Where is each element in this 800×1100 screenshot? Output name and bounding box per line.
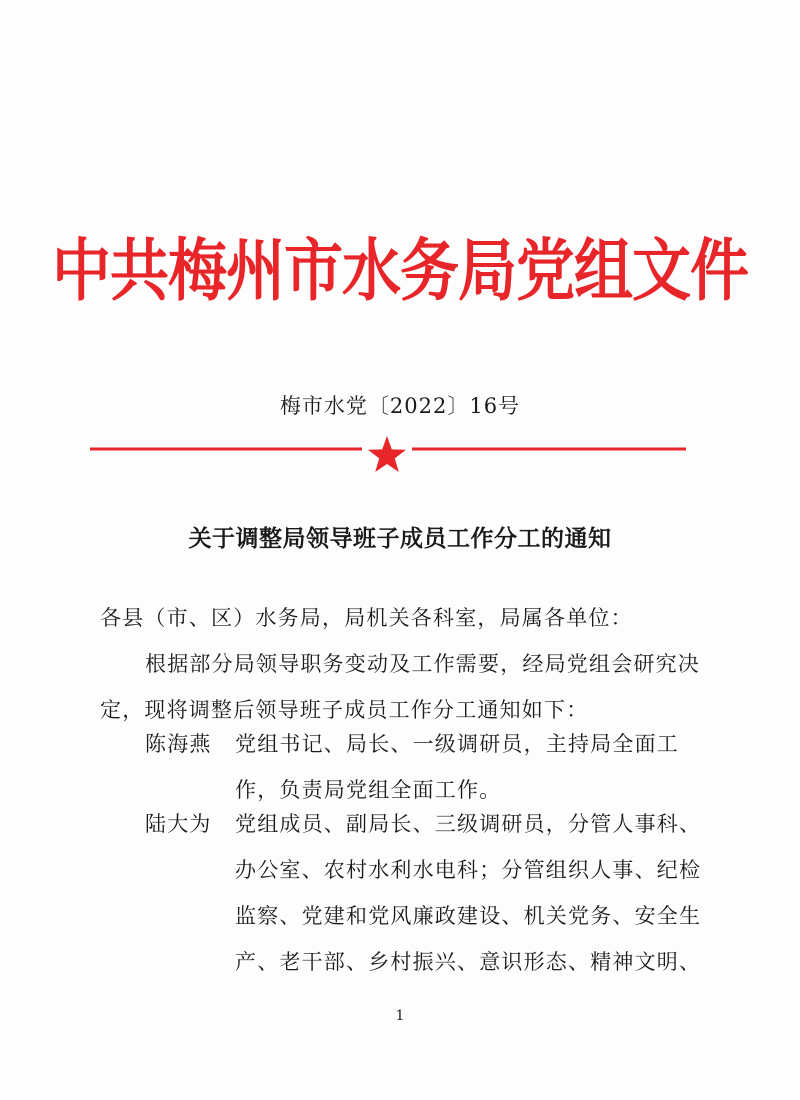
document-header-title: 中共梅州市水务局党组文件 [51, 230, 748, 311]
leader-duties: 党组成员、副局长、三级调研员，分管人事科、办公室、农村水利水电科；分管组织人事、纪检监察、党建和党风廉政建设、机关党务、安全生产、老干部、乡村振兴、意识形态、精神文明、 [235, 812, 702, 974]
duty-entry [145, 721, 705, 813]
leader-name: 陆大为 [145, 812, 212, 836]
document-number: 梅市水党〔2022〕16号 [279, 394, 521, 418]
page-number: 1 [395, 1008, 405, 1024]
document-title: 关于调整局领导班子成员工作分工的通知 [188, 526, 612, 552]
leader-duties: 党组书记、局长、一级调研员，主持局全面工作，负责局党组全面工作。 [235, 732, 679, 802]
red-divider-with-star [90, 436, 686, 476]
salutation: 各县（市、区）水务局，局机关各科室，局属各单位： [100, 606, 633, 630]
star-icon [368, 436, 406, 472]
duty-entry [145, 801, 705, 985]
intro-paragraph: 根据部分局领导职务变动及工作需要，经局党组会研究决定，现将调整后领导班子成员工作分工通知如下： [100, 652, 700, 722]
leader-name: 陈海燕 [145, 732, 212, 756]
